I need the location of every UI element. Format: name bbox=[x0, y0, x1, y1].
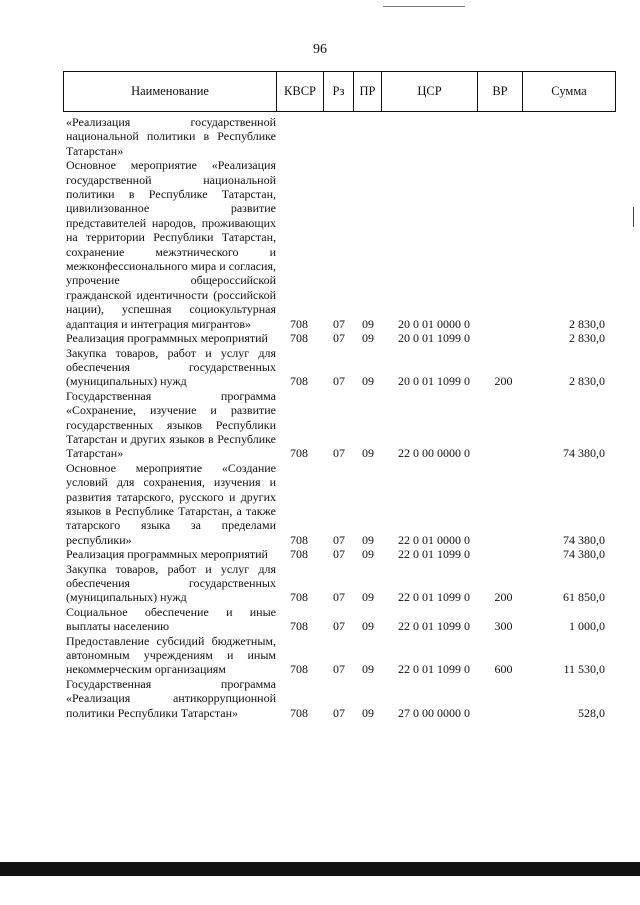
row-pr: 09 bbox=[362, 662, 374, 677]
row-kvsr: 708 bbox=[290, 331, 308, 346]
header-rz: Рз bbox=[324, 72, 354, 112]
row-name: Основное мероприятие «Реализация государственной национальной политики в Республике Татарстан, цивилизованное развитие представителей народов, проживающих на территории Республики Татарстан, сохранение межэтнического и межконфессионального мира и согласия, упрочение общероссийской гражданской идентичности (российской нации), успешная социокультурная адаптация и интеграция мигрантов» bbox=[66, 158, 276, 331]
row-rz: 07 bbox=[333, 662, 345, 677]
header-csr: ЦСР bbox=[382, 72, 478, 112]
row-pr: 09 bbox=[362, 547, 374, 562]
page-number: 96 bbox=[313, 42, 327, 57]
table-row bbox=[63, 677, 615, 720]
row-csr: 27 0 00 0000 0 bbox=[398, 705, 470, 720]
row-name: Государственная программа «Сохранение, изучение и развитие государственных языков Республики Татарстан и других языков в Республике Татарстан» bbox=[66, 388, 276, 461]
row-csr: 22 0 01 1099 0 bbox=[398, 662, 470, 677]
row-rz: 07 bbox=[333, 446, 345, 461]
row-name: Реализация программных мероприятий bbox=[66, 547, 268, 562]
row-pr: 09 bbox=[362, 446, 374, 461]
top-decoration-line bbox=[383, 6, 465, 7]
row-pr: 09 bbox=[362, 705, 374, 720]
row-vr: 300 bbox=[494, 619, 513, 634]
row-name: Социальное обеспечение и иные выплаты населению bbox=[66, 604, 276, 634]
row-kvsr: 708 bbox=[290, 705, 308, 720]
row-kvsr: 708 bbox=[290, 547, 308, 562]
table-row bbox=[63, 158, 615, 331]
row-name: Основное мероприятие «Создание условий для сохранения, изучения и развития татарского, русского и других языков в Республике Татарстан, а также татарского языка за пределами республики» bbox=[66, 460, 276, 547]
row-rz: 07 bbox=[333, 705, 345, 720]
row-sum: 2 830,0 bbox=[569, 316, 605, 331]
row-kvsr: 708 bbox=[290, 662, 308, 677]
row-sum: 2 830,0 bbox=[569, 374, 605, 389]
row-name: «Реализация государственной национальной политики в Республике Татарстан» bbox=[66, 115, 276, 158]
row-name: Предоставление субсидий бюджетным, автономным учреждениям и иным некоммерческим организациям bbox=[66, 633, 276, 677]
table-row bbox=[63, 115, 615, 158]
table-row bbox=[63, 331, 615, 345]
row-vr: 200 bbox=[494, 374, 513, 389]
header-kvsr: КВСР bbox=[277, 72, 324, 112]
row-sum: 74 380,0 bbox=[563, 532, 605, 547]
row-rz: 07 bbox=[333, 547, 345, 562]
table-row bbox=[63, 547, 615, 561]
row-pr: 09 bbox=[362, 316, 374, 331]
row-name: Закупка товаров, работ и услуг для обеспечения государственных (муниципальных) нужд bbox=[66, 345, 276, 389]
row-pr: 09 bbox=[362, 619, 374, 634]
row-csr: 22 0 01 1099 0 bbox=[398, 619, 470, 634]
row-csr: 20 0 01 1099 0 bbox=[398, 374, 470, 389]
margin-mark bbox=[633, 207, 634, 227]
table-row bbox=[63, 389, 615, 461]
row-rz: 07 bbox=[333, 590, 345, 605]
row-pr: 09 bbox=[362, 374, 374, 389]
row-csr: 20 0 01 0000 0 bbox=[398, 316, 470, 331]
row-kvsr: 708 bbox=[290, 374, 308, 389]
row-vr: 600 bbox=[494, 662, 513, 677]
row-csr: 22 0 00 0000 0 bbox=[398, 446, 470, 461]
table-header bbox=[63, 71, 616, 112]
header-vr: ВР bbox=[478, 72, 523, 112]
table-row bbox=[63, 605, 615, 634]
row-sum: 74 380,0 bbox=[563, 547, 605, 562]
row-csr: 22 0 01 1099 0 bbox=[398, 590, 470, 605]
row-csr: 20 0 01 1099 0 bbox=[398, 331, 470, 346]
row-rz: 07 bbox=[333, 331, 345, 346]
row-sum: 528,0 bbox=[578, 705, 605, 720]
row-sum: 61 850,0 bbox=[563, 590, 605, 605]
table-body bbox=[63, 115, 615, 720]
table-row bbox=[63, 461, 615, 547]
row-kvsr: 708 bbox=[290, 316, 308, 331]
header-sum: Сумма bbox=[523, 72, 616, 112]
row-kvsr: 708 bbox=[290, 532, 308, 547]
row-csr: 22 0 01 1099 0 bbox=[398, 547, 470, 562]
table-row bbox=[63, 634, 615, 677]
row-name: Закупка товаров, работ и услуг для обеспечения государственных (муниципальных) нужд bbox=[66, 561, 276, 605]
row-kvsr: 708 bbox=[290, 590, 308, 605]
row-pr: 09 bbox=[362, 590, 374, 605]
row-rz: 07 bbox=[333, 532, 345, 547]
row-csr: 22 0 01 0000 0 bbox=[398, 532, 470, 547]
row-rz: 07 bbox=[333, 316, 345, 331]
row-pr: 09 bbox=[362, 331, 374, 346]
row-rz: 07 bbox=[333, 619, 345, 634]
bottom-scan-bar bbox=[0, 862, 640, 876]
header-pr: ПР bbox=[354, 72, 382, 112]
row-sum: 1 000,0 bbox=[569, 619, 605, 634]
row-kvsr: 708 bbox=[290, 619, 308, 634]
table-row bbox=[63, 562, 615, 605]
row-kvsr: 708 bbox=[290, 446, 308, 461]
table-row bbox=[63, 346, 615, 389]
row-sum: 74 380,0 bbox=[563, 446, 605, 461]
row-name: Реализация программных мероприятий bbox=[66, 331, 268, 346]
header-name: Наименование bbox=[64, 72, 277, 112]
row-pr: 09 bbox=[362, 532, 374, 547]
row-rz: 07 bbox=[333, 374, 345, 389]
row-sum: 11 530,0 bbox=[563, 662, 605, 677]
row-name: Государственная программа «Реализация антикоррупционной политики Республики Татарстан» bbox=[66, 676, 276, 720]
row-sum: 2 830,0 bbox=[569, 331, 605, 346]
row-vr: 200 bbox=[494, 590, 513, 605]
